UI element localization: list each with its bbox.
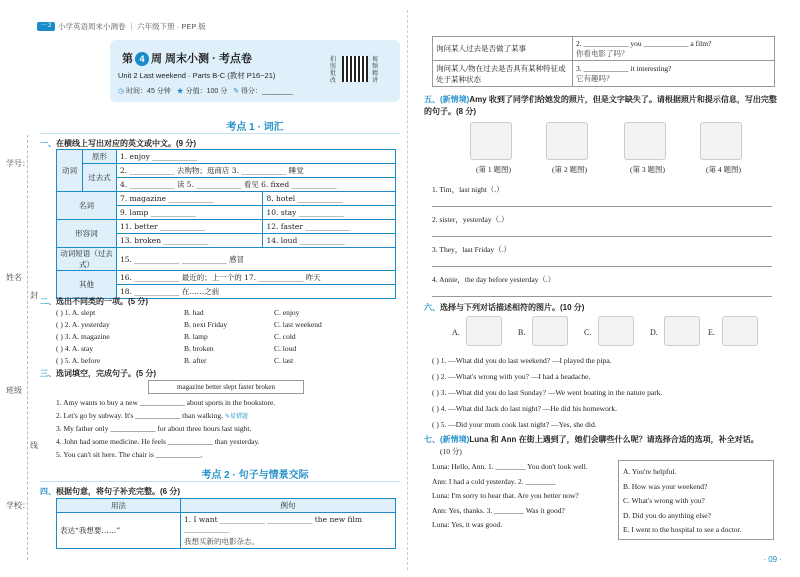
- vocab-table-2: [56, 191, 396, 299]
- vocab-cell[interactable]: 14. loud ____________: [263, 234, 396, 248]
- week-prefix: 第: [122, 53, 133, 65]
- match-item[interactable]: ( ) 2. —What's wrong with you? —I had a headache.: [432, 372, 591, 381]
- section-text: 在横线上写出对应的英文或中文。(9 分): [56, 139, 196, 148]
- section-2-title: [40, 296, 148, 307]
- running-title: 小学英语周末小测卷 ｜ 六年级下册 · PEP 版: [58, 22, 206, 31]
- vocab-head-verb: 动词: [57, 150, 83, 192]
- score-field[interactable]: 得分：________: [240, 88, 294, 95]
- fill-item[interactable]: 1. Amy wants to buy a new ____________ about sports in the bookstore.: [56, 398, 276, 407]
- photo-1-sleeping: [470, 122, 512, 160]
- write-prompt: 3. They，last Friday（.）: [432, 245, 512, 254]
- example-translation: 你看电影了吗？: [576, 48, 629, 58]
- vocab-cell[interactable]: 15. ____________ ____________ 感冒: [117, 248, 396, 271]
- pen-icon: ✎: [233, 88, 239, 95]
- question-row: [56, 356, 396, 368]
- section-4-title: [40, 486, 180, 497]
- vocab-cell[interactable]: 7. magazine ____________: [117, 192, 263, 206]
- example-sentence[interactable]: 3. ____________ it interesting?: [576, 63, 672, 73]
- unit-info: Unit 2 Last weekend · Parts B-C (教材 P16~21): [118, 71, 276, 80]
- fill-blank-list: [56, 398, 396, 463]
- section-text: Luna 和 Ann 在街上遇到了，她们会聊些什么呢？请选择合适的选项，补全对话。: [469, 435, 759, 444]
- option-b[interactable]: B. lamp: [184, 332, 208, 341]
- example-sentence[interactable]: 1. I want ____________ ____________ the new film ____________: [184, 514, 363, 533]
- vocab-cell[interactable]: 8. hotel ____________: [263, 192, 396, 206]
- match-item[interactable]: ( ) 1. —What did you do last weekend? —I played the pipa.: [432, 356, 612, 365]
- write-prompt: 1. Tim，last night（.）: [432, 185, 504, 194]
- odd-one-out-list: [56, 308, 396, 368]
- section-number: 六、: [424, 303, 440, 312]
- vocab-head-phrase: 动词短语（过去式）: [57, 248, 117, 271]
- example-sentence[interactable]: 2. ____________ you ____________ a film?: [576, 38, 712, 48]
- school-label: 学校：: [6, 501, 30, 510]
- write-prompt: 2. sister，yesterday（.）: [432, 215, 509, 224]
- match-item[interactable]: ( ) 3. —What did you do last Sunday? —We went boating in the nature park.: [432, 388, 663, 397]
- example-cell[interactable]: [573, 61, 775, 87]
- option-c[interactable]: C. last: [274, 356, 294, 365]
- match-list: [432, 356, 777, 436]
- vocab-cell[interactable]: 13. broken ____________: [117, 234, 263, 248]
- usage-cell: 询问某人/物在过去是否具有某种特征或处于某种状态: [433, 61, 573, 87]
- fill-item[interactable]: 4. John had some medicine. He feels ____________ than yesterday.: [56, 437, 260, 446]
- option-c[interactable]: C. cold: [274, 332, 296, 341]
- choice-d-picture[interactable]: [664, 316, 700, 346]
- choice-a-label: A.: [452, 328, 460, 337]
- section-text: Amy 收到了同学们给她发的照片，但是文字缺失了。请根据照片和提示信息，写出完整的句子。(8 分): [424, 95, 777, 116]
- section-7-title: [424, 434, 784, 446]
- question-row: [56, 332, 396, 344]
- vocab-head-adj: 形容词: [57, 220, 117, 248]
- usage-cell: 询问某人过去是否做了某事: [433, 37, 573, 61]
- choice-d-label: D.: [650, 328, 658, 337]
- photo-2-girl: [546, 122, 588, 160]
- student-id-label: 学号：: [6, 159, 30, 168]
- vocab-table: [56, 149, 396, 192]
- page-number: · 09 ·: [763, 555, 782, 564]
- time-limit: 时间：45 分钟: [126, 88, 171, 95]
- vocab-cell[interactable]: 9. lamp ____________: [117, 206, 263, 220]
- example-cell[interactable]: [573, 37, 775, 61]
- photo-caption: (第 3 题图): [630, 165, 665, 174]
- section-5-title: [424, 94, 784, 118]
- center-divider: [407, 10, 408, 570]
- vocab-cell[interactable]: 10. stay ____________: [263, 206, 396, 220]
- option-c[interactable]: C. enjoy: [274, 308, 300, 317]
- vocab-cell[interactable]: 4. ____________ 读 5. ____________ 看见 6. fixed ____________: [117, 178, 396, 192]
- example-cell[interactable]: [181, 513, 396, 549]
- option-a[interactable]: ( ) 3. A. magazine: [56, 332, 110, 341]
- word-bank: magazine better slept faster broken: [148, 380, 304, 394]
- answer-line[interactable]: [432, 236, 772, 237]
- dialogue-line[interactable]: Ann: I had a cold yesterday. 2. ________: [432, 476, 556, 486]
- binding-line: [27, 135, 28, 560]
- total-score: 分值：100 分: [185, 88, 228, 95]
- vocab-cell[interactable]: 16. ____________ 最近的；上一个的 17. ____________ 昨天: [117, 271, 396, 285]
- option-c[interactable]: C. loud: [274, 344, 297, 353]
- usage-table: [56, 498, 396, 549]
- qr-label-left: 拍照批改: [330, 56, 337, 84]
- section-7-points: (10 分): [440, 447, 462, 456]
- qr-label-right: 视频精讲: [372, 56, 379, 84]
- seal-label: 封: [30, 291, 38, 300]
- vocab-head-noun: 名词: [57, 192, 117, 220]
- section-3-title: [40, 368, 156, 379]
- match-item[interactable]: ( ) 5. —Did your mum cook last night? —Yes, she did.: [432, 420, 597, 429]
- photo-4-cinema: [700, 122, 742, 160]
- week-suffix: 周 周末小测 · 考点卷: [151, 53, 252, 65]
- vocab-cell[interactable]: 12. faster ____________: [263, 220, 396, 234]
- question-row: [56, 344, 396, 356]
- photo-caption: (第 2 题图): [552, 165, 587, 174]
- answer-line[interactable]: [432, 296, 772, 297]
- usage-table-cont: [432, 36, 775, 87]
- fill-item[interactable]: [56, 411, 396, 424]
- name-label: 姓名: [6, 273, 22, 282]
- section-text: 选择与下列对话描述相符的图片。(10 分): [440, 303, 585, 312]
- fill-item[interactable]: 5. You can't sit here. The chair is ____________.: [56, 450, 203, 459]
- example-translation: 它有趣吗？: [576, 73, 614, 83]
- topic-1-heading: 考点 1 · 词汇: [226, 122, 284, 133]
- choice-c-picture[interactable]: [598, 316, 634, 346]
- section-number: 三、: [40, 369, 56, 378]
- section-1-title: [40, 138, 196, 149]
- option-item[interactable]: C. What's wrong with you?: [623, 496, 705, 505]
- line-label: 线: [30, 441, 38, 450]
- option-a[interactable]: ( ) 4. A. stay: [56, 344, 94, 353]
- option-b[interactable]: B. after: [184, 356, 207, 365]
- hint-badge: ✎易错题: [224, 414, 248, 420]
- section-text: 选词填空，完成句子。(5 分): [56, 369, 156, 378]
- star-icon: ★: [176, 88, 184, 95]
- option-item[interactable]: E. I went to the hospital to see a doctor.: [623, 525, 742, 534]
- option-b[interactable]: B. next Friday: [184, 320, 228, 329]
- option-item[interactable]: B. How was your weekend?: [623, 481, 708, 491]
- match-item[interactable]: ( ) 4. —What did Jack do last night? —He did his homework.: [432, 404, 617, 413]
- vocab-cell[interactable]: 1. enjoy ____________: [117, 150, 396, 164]
- vocab-head-other: 其他: [57, 271, 117, 299]
- choice-b-picture[interactable]: [532, 316, 568, 346]
- dialogue-line[interactable]: Luna: I'm sorry to hear that. Are you better now?: [432, 491, 579, 500]
- quiz-meta: [118, 86, 293, 96]
- option-a[interactable]: ( ) 5. A. before: [56, 356, 101, 365]
- vocab-cell[interactable]: 2. ____________ 去购物；逛商店 3. ____________ 睡觉: [117, 164, 396, 178]
- section-number: 四、: [40, 487, 56, 496]
- choice-e-label: E.: [708, 328, 715, 337]
- option-c[interactable]: C. last weekend: [274, 320, 322, 329]
- dialogue-line[interactable]: Ann: Yes, thanks. 3. ________ Was it good?: [432, 505, 565, 515]
- section-number: 七、: [424, 435, 440, 444]
- usage-head: 用法: [57, 499, 181, 513]
- vocab-cell[interactable]: 18. ____________ 在……之前: [117, 285, 396, 299]
- topic-2-heading: 考点 2 · 句子与情景交际: [201, 470, 309, 481]
- example-head: 例句: [181, 499, 396, 513]
- section-number: 五、: [424, 95, 440, 104]
- new-context-tag: (新情境): [440, 95, 470, 104]
- question-row: [56, 320, 396, 332]
- section-text: 根据句意，将句子补充完整。(6 分): [56, 487, 180, 496]
- write-prompt: 4. Annie，the day before yesterday（.）: [432, 275, 556, 284]
- photo-caption: (第 1 题图): [476, 165, 511, 174]
- clock-icon: ◷: [118, 88, 125, 95]
- option-b[interactable]: B. had: [184, 308, 204, 317]
- option-item[interactable]: D. Did you do anything else?: [623, 510, 711, 520]
- choice-c-label: C.: [584, 328, 592, 337]
- answer-line[interactable]: [432, 266, 772, 267]
- example-translation: 我想买新的电影杂志。: [184, 536, 259, 546]
- option-a[interactable]: ( ) 2. A. yesterday: [56, 320, 110, 329]
- dialogue: [432, 460, 612, 533]
- section-number: 二、: [40, 297, 56, 306]
- option-b[interactable]: B. broken: [184, 344, 214, 353]
- dialogue-line[interactable]: Luna: Yes, it was good.: [432, 520, 503, 529]
- new-context-tag: (新情境): [440, 435, 470, 444]
- choice-b-label: B.: [518, 328, 526, 337]
- vocab-cell[interactable]: 11. better ____________: [117, 220, 263, 234]
- section-6-title: [424, 302, 584, 313]
- vocab-head-base: 原形: [83, 150, 117, 164]
- divider: [40, 481, 400, 482]
- dialogue-options: [618, 460, 774, 540]
- quiz-title: [122, 50, 252, 66]
- divider: [40, 133, 400, 134]
- section-number: 一、: [40, 139, 56, 148]
- photo-caption: (第 4 题图): [706, 165, 741, 174]
- photo-3-people: [624, 122, 666, 160]
- choice-a-picture[interactable]: [466, 316, 502, 346]
- usage-cell: 表达“我想要……”: [57, 513, 181, 549]
- choice-e-picture[interactable]: [722, 316, 758, 346]
- option-item[interactable]: A. You're helpful.: [623, 467, 677, 476]
- vocab-head-past: 过去式: [83, 164, 117, 192]
- fill-text: 2. Let's go by subway. It's ____________ than walking.: [56, 411, 223, 420]
- hint-text: 易错题: [229, 414, 248, 420]
- option-a[interactable]: ( ) 1. A. slept: [56, 308, 96, 317]
- answer-line[interactable]: [432, 206, 772, 207]
- qr-code[interactable]: [342, 56, 368, 82]
- page-tag: 一 2: [37, 22, 55, 31]
- fill-item[interactable]: 3. My father only ____________ for about three hours last night.: [56, 424, 252, 433]
- dialogue-line[interactable]: Luna: Hello, Ann. 1. ________ You don't look well.: [432, 462, 588, 471]
- question-row: [56, 308, 396, 320]
- section-text: 选出不同类的一项。(5 分): [56, 297, 148, 306]
- week-number: 4: [135, 52, 149, 66]
- class-label: 班级: [6, 386, 22, 395]
